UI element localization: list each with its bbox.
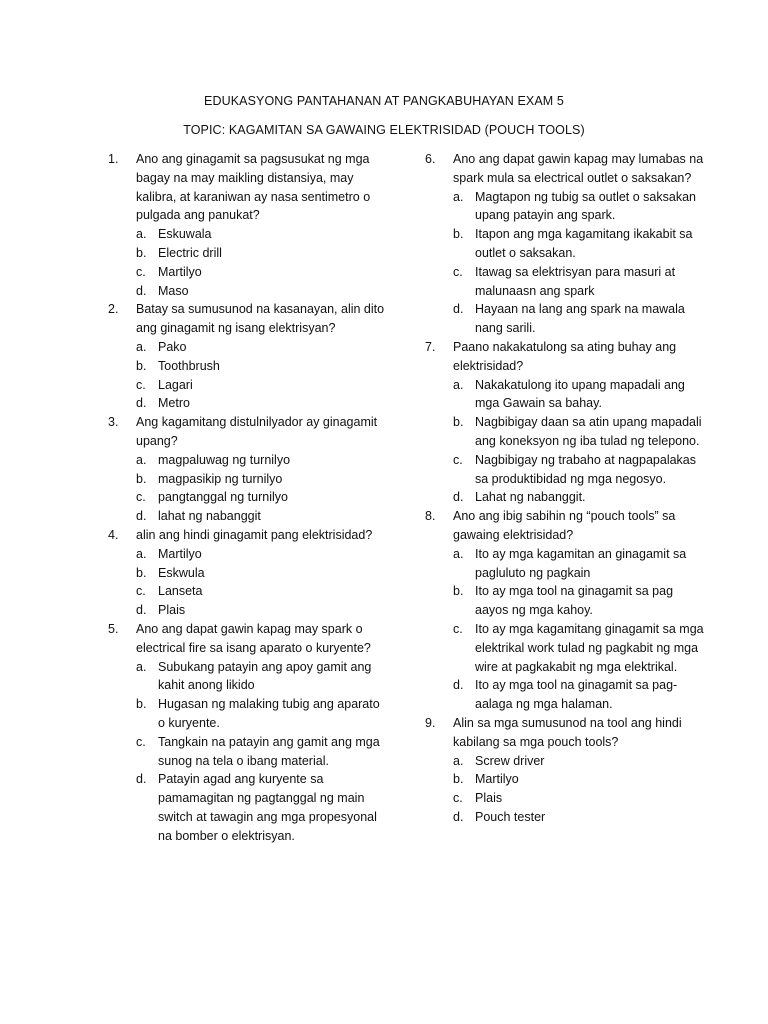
option-text: Plais [158, 603, 186, 618]
option-text: Maso [158, 283, 189, 298]
option-a [453, 752, 705, 771]
question-text: Ang kagamitang distulnilyador ay ginagamit upang? [136, 415, 378, 448]
question-text: alin ang hindi ginagamit pang elektrisidad? [136, 527, 373, 542]
question-1 [108, 150, 388, 300]
option-letter: b. [453, 415, 464, 430]
option-b [453, 582, 705, 620]
option-d [136, 507, 388, 526]
option-letter: b. [136, 358, 147, 373]
option-text: Martilyo [158, 264, 202, 279]
option-text: magpaluwag ng turnilyo [158, 452, 291, 467]
option-letter: b. [136, 697, 147, 712]
option-text: Eskuwala [158, 227, 212, 242]
option-letter: d. [136, 283, 147, 298]
option-text: Martilyo [158, 546, 202, 561]
question-2 [108, 300, 388, 413]
option-a [136, 225, 388, 244]
option-text: Nagbibigay ng trabaho at nagpapalakas sa produktibidad ng mga negosyo. [475, 452, 697, 486]
question-number: 2. [108, 302, 119, 317]
option-letter: d. [136, 603, 147, 618]
option-letter: a. [453, 753, 464, 768]
option-c [136, 582, 388, 601]
question-number: 6. [425, 152, 436, 166]
option-b [136, 357, 388, 376]
option-text: Metro [158, 396, 190, 411]
option-letter: b. [453, 772, 464, 787]
option-text: Lanseta [158, 584, 203, 599]
question-text: Ano ang ginagamit sa pagsusukat ng mga bagay na may maikling distansiya, may kalibra, at karaniwan ay nasa sentimetro o pulgada ang panukat? [136, 152, 371, 223]
question-number: 9. [425, 715, 436, 730]
option-b [453, 413, 705, 451]
option-letter: d. [453, 302, 464, 317]
option-letter: a. [453, 546, 464, 561]
option-text: Magtapon ng tubig sa outlet o saksakan upang patayin ang spark. [475, 189, 696, 223]
question-number: 4. [108, 527, 119, 542]
option-text: Ito ay mga tool na ginagamit sa pag-aalaga ng mga halaman. [475, 678, 678, 712]
option-letter: c. [136, 377, 146, 392]
option-letter: c. [453, 791, 463, 806]
option-text: lahat ng nabanggit [158, 509, 261, 524]
option-text: Patayin agad ang kuryente sa pamamagitan ng pagtanggal ng main switch at tawagin ang mga propesyonal na bomber o elektrisyan. [158, 772, 377, 843]
option-text: Lahat ng nabanggit. [475, 490, 586, 505]
question-6 [425, 150, 705, 338]
question-3 [108, 413, 388, 526]
option-text: Ito ay mga tool na ginagamit sa pag aayos ng mga kahoy. [475, 584, 674, 618]
option-text: Electric drill [158, 245, 222, 260]
option-letter: c. [136, 264, 146, 279]
option-c [453, 789, 705, 808]
option-c [136, 376, 388, 395]
option-text: Ito ay mga kagamitan an ginagamit sa pagluluto ng pagkain [475, 546, 687, 580]
option-letter: b. [136, 471, 147, 486]
option-letter: d. [136, 509, 147, 524]
option-text: pangtanggal ng turnilyo [158, 490, 288, 505]
option-c [453, 620, 705, 676]
option-letter: a. [453, 377, 464, 392]
option-letter: a. [136, 339, 147, 354]
option-letter: b. [136, 245, 147, 260]
option-letter: d. [453, 490, 464, 505]
exam-title: EDUKASYONG PANTAHANAN AT PANGKABUHAYAN EXAM 5 [204, 94, 564, 108]
option-a [136, 545, 388, 564]
option-text: Lagari [158, 377, 193, 392]
option-letter: c. [136, 584, 146, 599]
question-text: Paano nakakatulong sa ating buhay ang elektrisidad? [453, 339, 677, 373]
option-text: Ito ay mga kagamitang ginagamit sa mga elektrikal work tulad ng pagkabit ng mga wire at pagkakabit ng mga elektrikal. [475, 621, 704, 674]
option-c [136, 488, 388, 507]
option-b [453, 225, 705, 263]
question-8 [425, 507, 705, 714]
option-text: Plais [475, 791, 503, 806]
option-letter: d. [453, 809, 464, 824]
option-text: Tangkain na patayin ang gamit ang mga sunog na tela o ibang material. [158, 734, 380, 768]
option-letter: d. [453, 678, 464, 693]
option-b [453, 770, 705, 789]
option-letter: c. [136, 490, 146, 505]
right-column [425, 150, 705, 827]
option-c [453, 263, 705, 301]
option-a [136, 658, 388, 696]
question-number: 5. [108, 621, 119, 636]
option-text: Hugasan ng malaking tubig ang aparato o kuryente. [158, 697, 380, 730]
option-letter: b. [136, 565, 147, 580]
option-d [136, 601, 388, 620]
option-text: Hayaan na lang ang spark na mawala nang sarili. [475, 302, 685, 336]
option-d [136, 770, 388, 845]
option-letter: b. [453, 227, 464, 242]
option-text: Itawag sa elektrisyan para masuri at malunaasn ang spark [475, 264, 676, 298]
option-b [136, 695, 388, 733]
option-d [453, 300, 705, 338]
option-letter: a. [453, 189, 464, 204]
option-letter: d. [136, 772, 147, 787]
question-number: 3. [108, 415, 119, 430]
option-text: Itapon ang mga kagamitang ikakabit sa outlet o saksakan. [475, 227, 693, 260]
option-letter: c. [453, 621, 463, 636]
option-text: Toothbrush [158, 358, 220, 373]
option-text: Eskwula [158, 565, 205, 580]
option-c [136, 733, 388, 771]
option-text: Pako [158, 339, 187, 354]
left-column [108, 150, 388, 845]
option-letter: b. [453, 584, 464, 599]
question-text: Ano ang ibig sabihin ng “pouch tools” sa gawaing elektrisidad? [453, 509, 676, 542]
question-9 [425, 714, 705, 827]
question-4 [108, 526, 388, 620]
option-c [453, 451, 705, 489]
question-number: 1. [108, 152, 119, 166]
option-letter: c. [453, 452, 463, 467]
option-c [136, 263, 388, 282]
option-letter: a. [136, 546, 147, 561]
question-7 [425, 338, 705, 507]
option-a [453, 376, 705, 414]
question-number: 7. [425, 339, 436, 354]
option-d [136, 282, 388, 301]
option-text: Martilyo [475, 772, 519, 787]
option-letter: c. [136, 734, 146, 749]
option-letter: d. [136, 396, 147, 411]
option-text: Nakakatulong ito upang mapadali ang mga Gawain sa bahay. [475, 377, 685, 411]
option-b [136, 470, 388, 489]
question-text: Ano ang dapat gawin kapag may lumabas na spark mula sa electrical outlet o saksakan? [453, 152, 704, 185]
option-text: Pouch tester [475, 809, 546, 824]
question-text: Ano ang dapat gawin kapag may spark o electrical fire sa isang aparato o kuryente? [136, 621, 371, 655]
option-b [136, 564, 388, 583]
option-d [453, 676, 705, 714]
option-letter: a. [136, 659, 147, 674]
question-5 [108, 620, 388, 846]
exam-topic: TOPIC: KAGAMITAN SA GAWAING ELEKTRISIDAD (POUCH TOOLS) [183, 123, 585, 137]
option-d [453, 808, 705, 827]
option-letter: c. [453, 264, 463, 279]
option-text: magpasikip ng turnilyo [158, 471, 283, 486]
option-a [453, 545, 705, 583]
option-b [136, 244, 388, 263]
option-d [453, 488, 705, 507]
question-number: 8. [425, 509, 436, 524]
option-a [136, 338, 388, 357]
option-text: Nagbibigay daan sa atin upang mapadali ang koneksyon ng iba tulad ng telepono. [475, 415, 702, 448]
option-letter: a. [136, 227, 147, 242]
question-text: Batay sa sumusunod na kasanayan, alin dito ang ginagamit ng isang elektrisyan? [136, 302, 385, 336]
option-text: Subukang patayin ang apoy gamit ang kahit anong likido [158, 659, 372, 693]
option-letter: a. [136, 452, 147, 467]
question-text: Alin sa mga sumusunod na tool ang hindi kabilang sa mga pouch tools? [453, 715, 682, 749]
option-d [136, 394, 388, 413]
option-a [136, 451, 388, 470]
option-text: Screw driver [475, 753, 545, 768]
option-a [453, 188, 705, 226]
